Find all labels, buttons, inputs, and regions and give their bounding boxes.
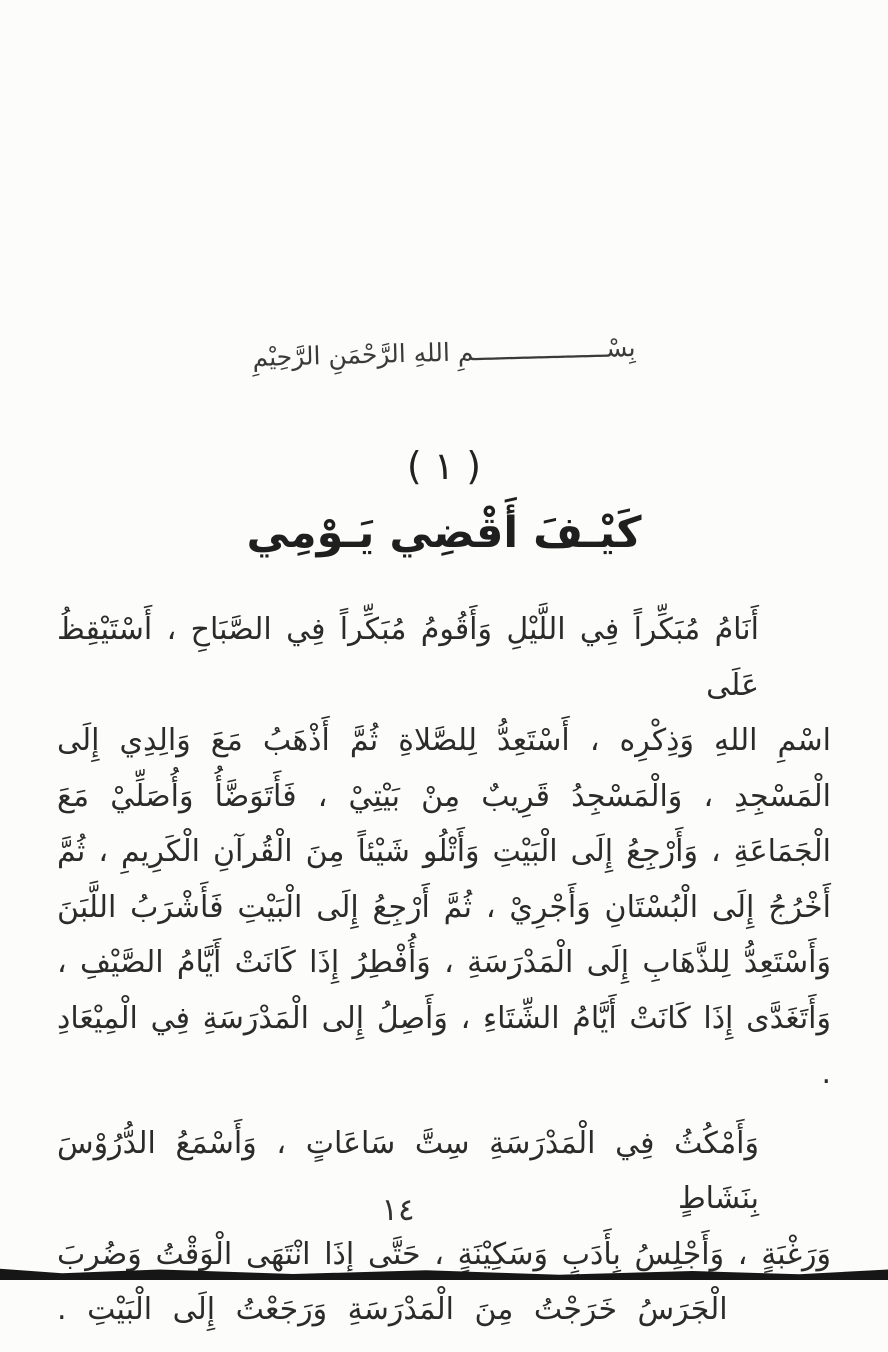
paragraph bbox=[57, 602, 831, 1102]
text-line: الْجَمَاعَةِ ، وَأَرْجِعُ إِلَى الْبَيْتِ وَأَتْلُو شَيْئاً مِنَ الْقُرآنِ الْكَرِيمِ ، ثُمَّ bbox=[57, 834, 831, 869]
page-number: ١٤ bbox=[381, 1192, 415, 1228]
text-line: أَنَامُ مُبَكِّراً فِي اللَّيْلِ وَأَقُومُ مُبَكِّراً فِي الصَّبَاحِ ، أَسْتَيْقِظُ عَلَى bbox=[57, 612, 759, 703]
text-line: اسْمِ اللهِ وَذِكْرِه ، أَسْتَعِدُّ لِلصَّلاةِ ثُمَّ أَذْهَبُ مَعَ وَالِدِي إِلَى bbox=[57, 723, 831, 758]
text-line: وَرَغْبَةٍ ، وَأَجْلِسُ بِأَدَبٍ وَسَكِيْنَةٍ ، حَتَّى إِذَا انْتَهَى الْوَقْتُ وَضُرِبَ bbox=[57, 1236, 831, 1272]
text-line: وَأَمْكُثُ فِي الْمَدْرَسَةِ سِتَّ سَاعَاتٍ ، وَأَسْمَعُ الدُّرُوْسَ بِنَشَاطٍ bbox=[57, 1125, 759, 1216]
text-line: الْجَرَسُ خَرَجْتُ مِنَ الْمَدْرَسَةِ وَرَجَعْتُ إِلَى الْبَيْتِ . bbox=[57, 1292, 728, 1327]
text-line: أَخْرُجُ إِلَى الْبُسْتَانِ وَأَجْرِيْ ، ثُمَّ أَرْجِعُ إِلَى الْبَيْتِ فَأَشْرَبُ اللَّبَنَ bbox=[57, 889, 831, 925]
text-line: الْمَسْجِدِ ، وَالْمَسْجِدُ قَرِيبٌ مِنْ بَيْتِيْ ، فَأَتَوَضَّأُ وَأُصَلِّيْ مَعَ bbox=[57, 778, 831, 814]
lesson-title: كَيْـفَ أَقْضِي يَـوْمِي bbox=[246, 508, 642, 558]
text-line: وَأَتَغَدَّى إِذَا كَانَتْ أَيَّامُ الشِّتَاءِ ، وَأَصِلُ إِلى الْمَدْرَسَةِ فِي الْمِيْعَادِ . bbox=[57, 1000, 831, 1091]
text-line: وَأَسْتَعِدُّ لِلذَّهَابِ إِلَى الْمَدْرَسَةِ ، وَأُفْطِرُ إِذَا كَانَتْ أَيَّامُ الصَّيْفِ ، bbox=[57, 945, 831, 980]
body-text bbox=[57, 602, 831, 1352]
lesson-number: ( ١ ) bbox=[406, 444, 482, 488]
bismillah-calligraphy: بِسْــــــــــــــــــمِ اللهِ الرَّحْمَنِ الرَّحِيْمِ bbox=[252, 332, 636, 373]
